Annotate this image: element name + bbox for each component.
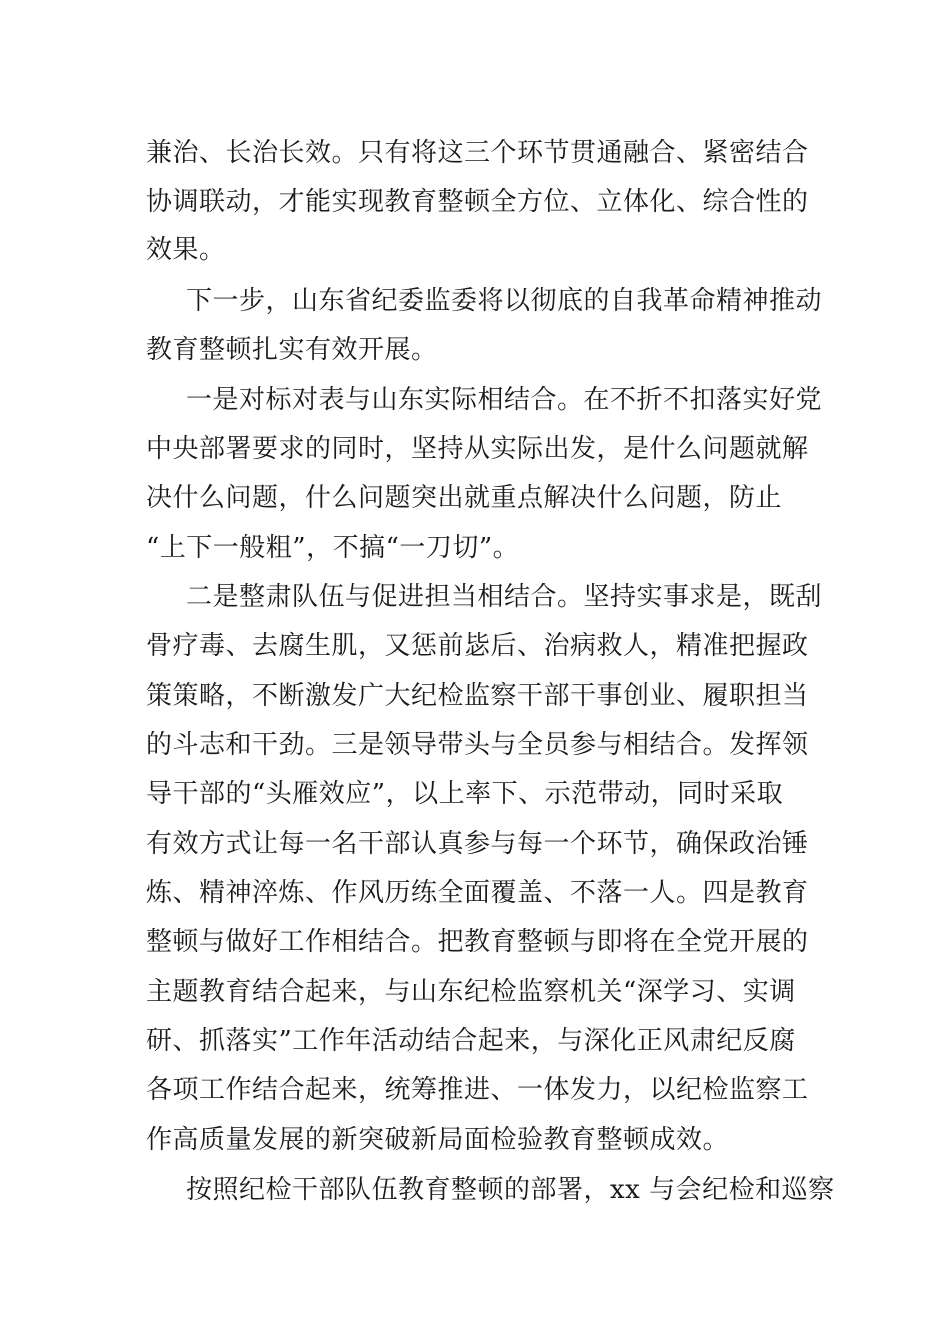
paragraph-start-line: 按照纪检干部队伍教育整顿的部署，xx 与会纪检和巡察 [186,1175,835,1205]
text-line: 效果。 [146,235,226,265]
text-line: 策策略，不断激发广大纪检监察干部干事创业、履职担当 [146,681,809,711]
text-line: 决什么问题，什么问题突出就重点解决什么问题，防止 [146,483,783,513]
text-line: 有效方式让每一名干部认真参与每一个环节，确保政治锤 [146,829,809,859]
text-line: 兼治、长治长效。只有将这三个环节贯通融合、紧密结合 [146,138,809,168]
text-line: “上下一般粗”，不搞“一刀切”。 [146,533,520,563]
paragraph-start-line: 下一步，山东省纪委监委将以彻底的自我革命精神推动 [186,286,823,316]
text-line: 的斗志和干劲。三是领导带头与全员参与相结合。发挥领 [146,730,809,760]
text-line: 各项工作结合起来，统筹推进、一体发力，以纪检监察工 [146,1075,809,1105]
text-line: 作高质量发展的新突破新局面检验教育整顿成效。 [146,1125,730,1155]
paragraph-start-line: 二是整肃队伍与促进担当相结合。坚持实事求是，既刮 [186,582,823,612]
text-line: 协调联动，才能实现教育整顿全方位、立体化、综合性的 [146,187,809,217]
text-line: 骨疗毒、去腐生肌，又惩前毖后、治病救人，精准把握政 [146,631,809,661]
text-line: 研、抓落实”工作年活动结合起来，与深化正风肃纪反腐 [146,1026,796,1056]
text-line: 教育整顿扎实有效开展。 [146,335,438,365]
text-line: 主题教育结合起来，与山东纪检监察机关“深学习、实调 [146,977,796,1007]
text-line: 整顿与做好工作相结合。把教育整顿与即将在全党开展的 [146,927,809,957]
text-line: 中央部署要求的同时，坚持从实际出发，是什么问题就解 [146,434,809,464]
paragraph-start-line: 一是对标对表与山东实际相结合。在不折不扣落实好党 [186,385,823,415]
text-line: 炼、精神淬炼、作风历练全面覆盖、不落一人。四是教育 [146,878,809,908]
text-line: 导干部的“头雁效应”，以上率下、示范带动，同时采取 [146,779,784,809]
